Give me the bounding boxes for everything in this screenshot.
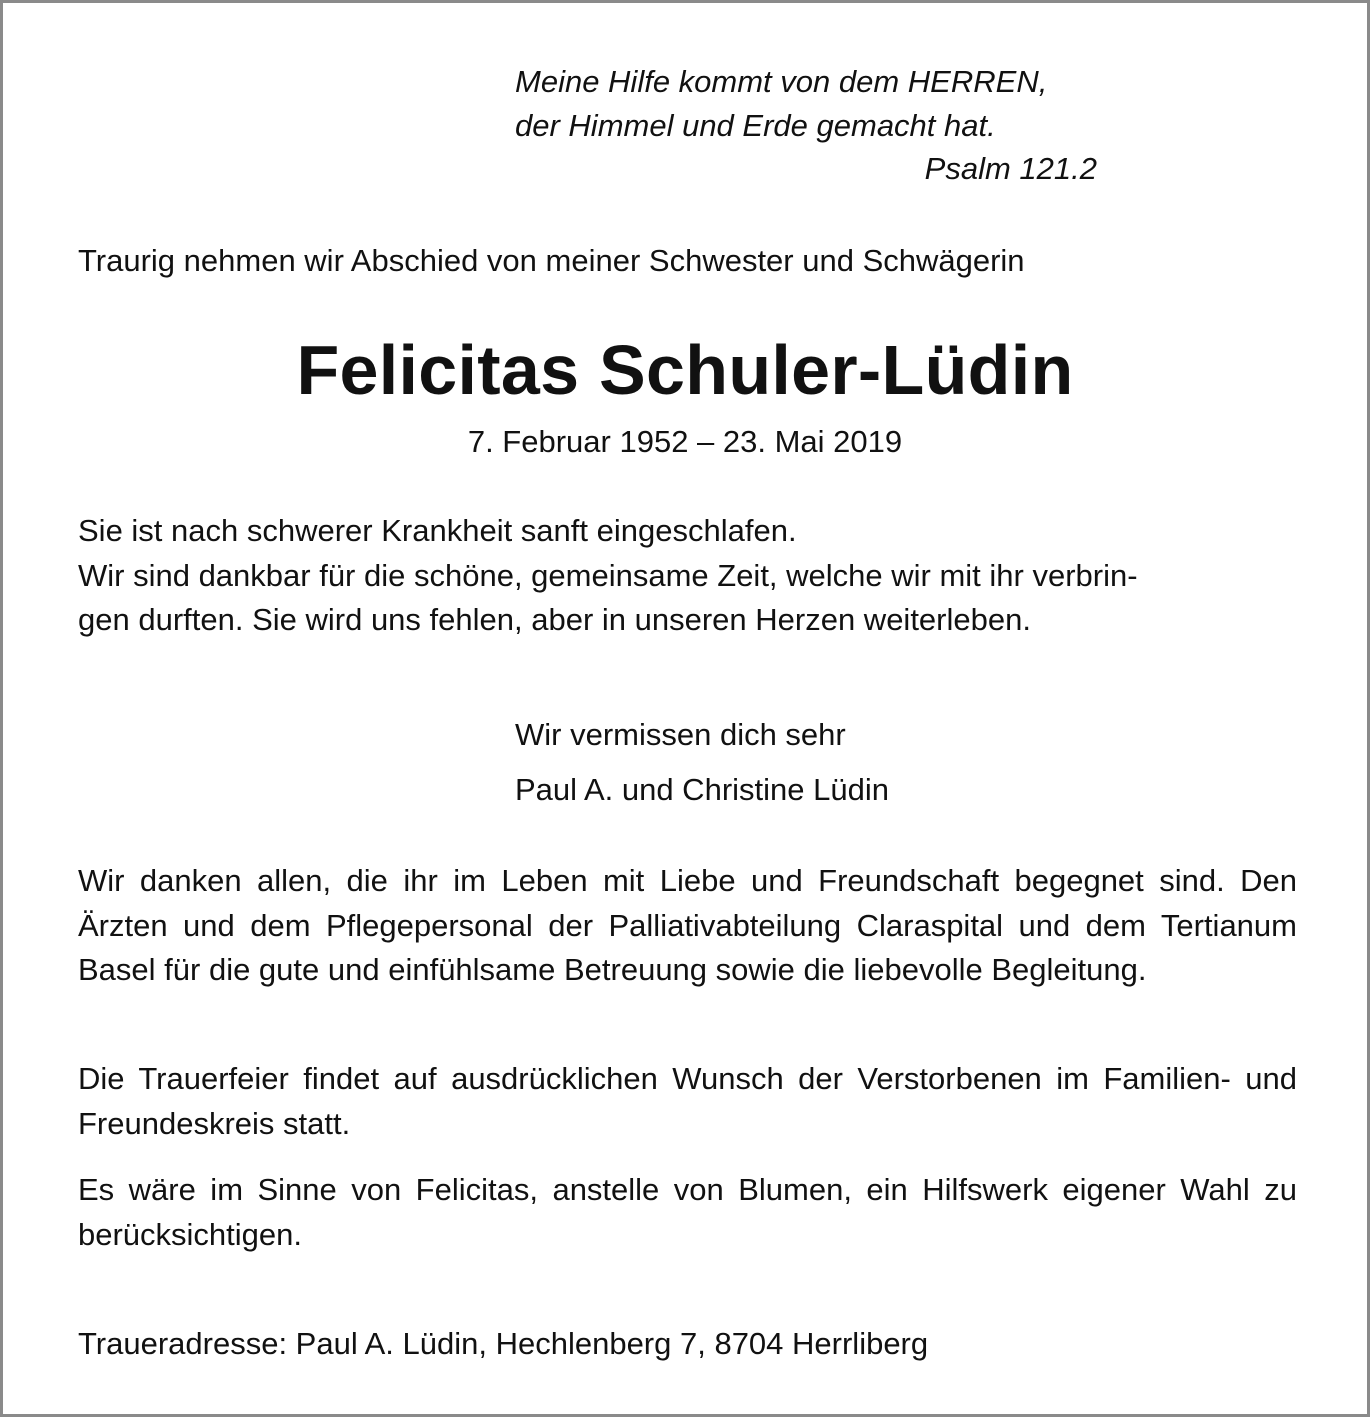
verse-reference: Psalm 121.2 xyxy=(924,151,1097,186)
ceremony-paragraph: Die Trauerfeier findet auf ausdrücklichen Wunsch der Verstorbenen im Familien- und Freundeskreis statt. xyxy=(78,1061,1297,1141)
message-line-1: Sie ist nach schwerer Krankheit sanft eingeschlafen. xyxy=(78,513,797,548)
message-line-3: gen durften. Sie wird uns fehlen, aber in unseren Herzen weiterleben. xyxy=(78,602,1031,637)
deceased-name: Felicitas Schuler-Lüdin xyxy=(296,331,1074,409)
signature-names: Paul A. und Christine Lüdin xyxy=(515,772,889,807)
intro-text: Traurig nehmen wir Abschied von meiner Schwester und Schwägerin xyxy=(78,243,1025,278)
mourning-address: Traueradresse: Paul A. Lüdin, Hechlenberg 7, 8704 Herrliberg xyxy=(78,1326,929,1361)
signature-phrase: Wir vermissen dich sehr xyxy=(515,717,846,752)
message-line-2: Wir sind dankbar für die schöne, gemeinsame Zeit, welche wir mit ihr verbrin- xyxy=(78,557,1138,593)
thanks-paragraph: Wir danken allen, die ihr im Leben mit Liebe und Freundschaft begegnet sind. Den Ärzten und dem Pflegepersonal der Palliativabteilung Claraspital und dem Tertianum Basel für die gute und einfühlsame Betreuung sowie die liebevolle Begleitung. xyxy=(78,863,1297,987)
life-dates: 7. Februar 1952 – 23. Mai 2019 xyxy=(467,424,903,459)
verse-line-1: Meine Hilfe kommt von dem HERREN, xyxy=(515,64,1048,99)
verse-line-2: der Himmel und Erde gemacht hat. xyxy=(515,108,996,143)
donation-paragraph: Es wäre im Sinne von Felicitas, anstelle von Blumen, ein Hilfswerk eigener Wahl zu berücksichtigen. xyxy=(78,1172,1297,1252)
message-paragraph xyxy=(78,509,1297,643)
